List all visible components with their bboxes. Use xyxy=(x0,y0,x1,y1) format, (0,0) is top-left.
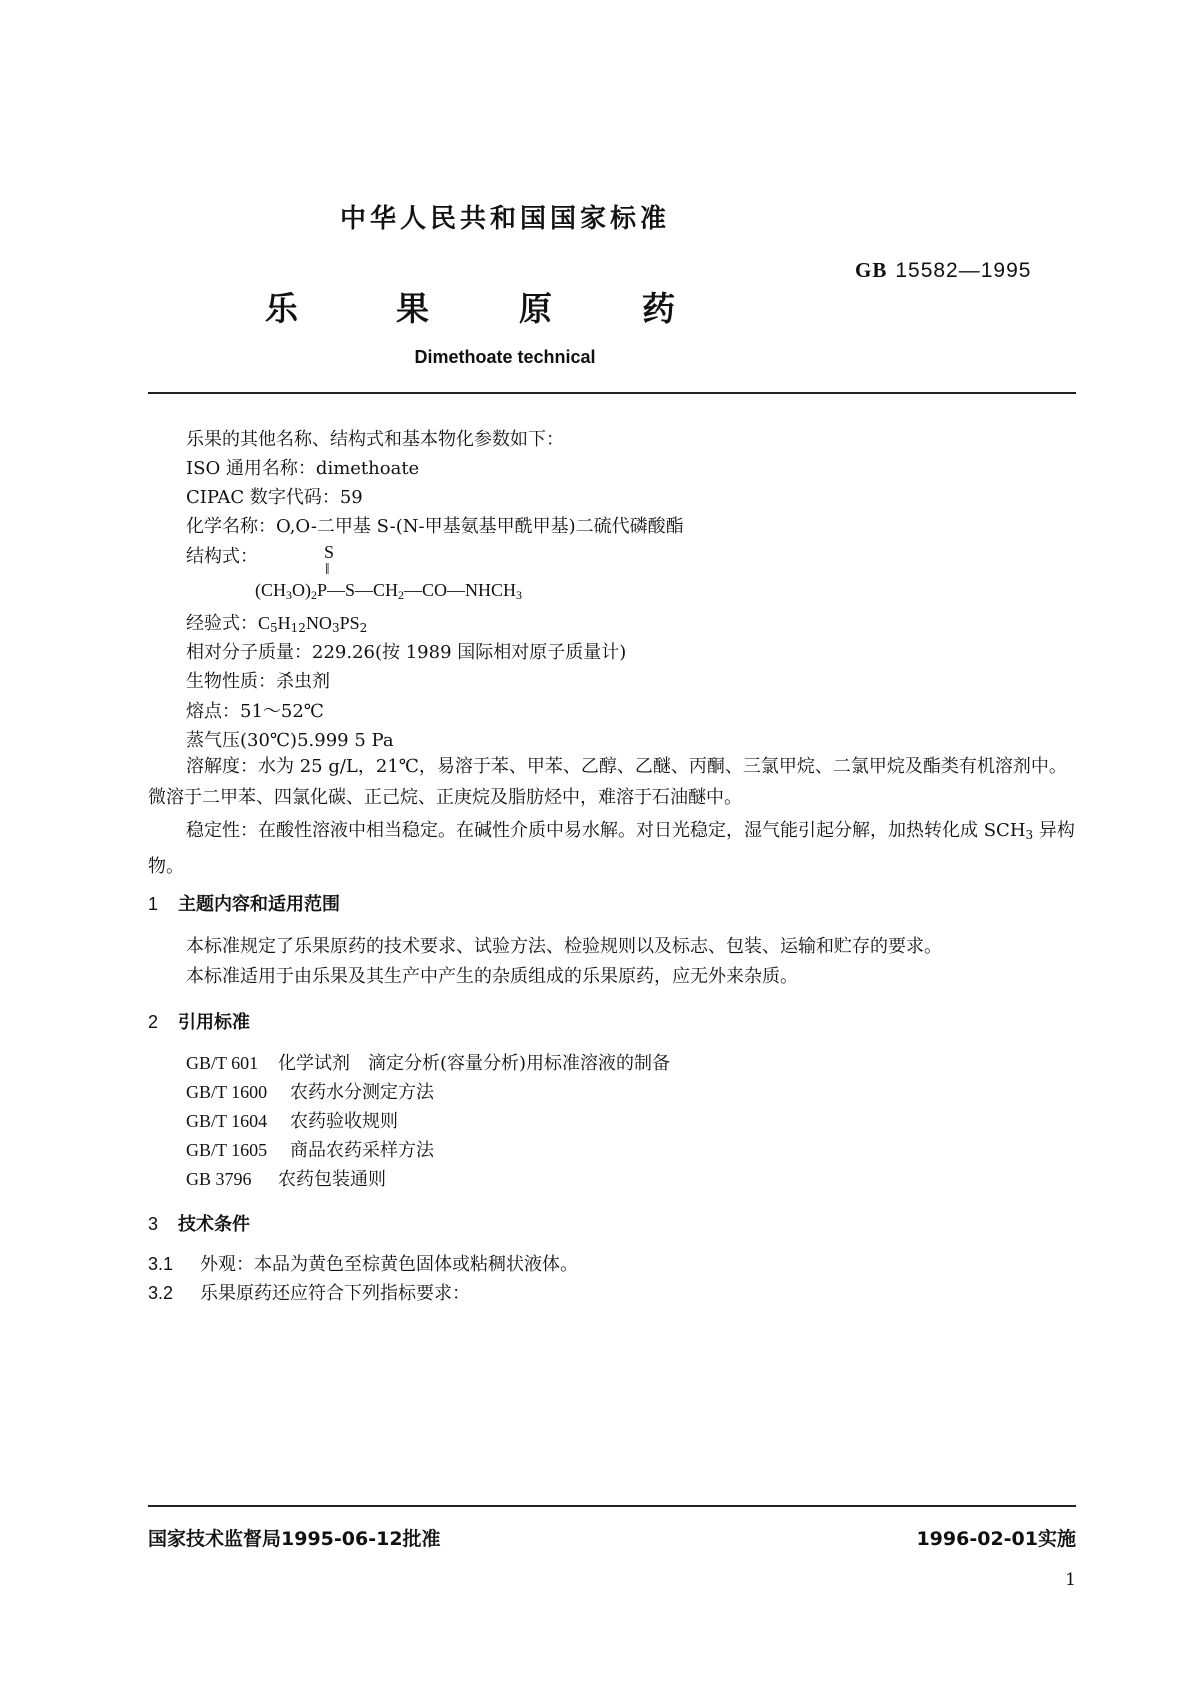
page-number: 1 xyxy=(1065,1570,1076,1590)
footer-divider xyxy=(148,1505,1076,1507)
empirical-formula: 经验式：$C_5H_{12}NO_3PS_2$ xyxy=(186,613,368,635)
biological-property: 生物性质：杀虫剂 xyxy=(186,671,330,692)
structure-top-atom: S xyxy=(324,542,335,562)
clause-3-1: 3.1 外观：本品为黄色至棕黄色固体或粘稠状液体。 xyxy=(148,1254,578,1275)
reference-item: GB/T 1605 商品农药采样方法 xyxy=(186,1140,434,1161)
standard-code-number: 15582—1995 xyxy=(895,259,1032,282)
main-title-char-1: 乐 xyxy=(265,289,298,328)
iso-name: ISO 通用名称：dimethoate xyxy=(186,458,420,479)
header-divider xyxy=(148,392,1076,394)
structure-double-bond: ‖ xyxy=(325,561,330,578)
stability: 稳定性：在酸性溶液中相当稳定。在碱性介质中易水解。对日光稳定，湿气能引起分解，加热转化成 $SCH_3$ 异构物。 xyxy=(148,820,1075,877)
standard-code xyxy=(855,258,1031,283)
section-1-paragraph-1: 本标准规定了乐果原药的技术要求、试验方法、检验规则以及标志、包装、运输和贮存的要求。 xyxy=(186,936,942,957)
chemical-name-label: 化学名称： xyxy=(186,516,276,537)
section-3-heading: 3 技术条件 xyxy=(148,1214,250,1235)
intro-lead: 乐果的其他名称、结构式和基本物化参数如下： xyxy=(186,429,564,450)
standard-title: 中华人民共和国国家标准 xyxy=(339,204,670,234)
section-1-paragraph-2: 本标准适用于由乐果及其生产中产生的杂质组成的乐果原药，应无外来杂质。 xyxy=(186,966,798,987)
standard-code-prefix: GB xyxy=(855,258,888,282)
approval-date: 国家技术监督局1995-06-12批准 xyxy=(148,1528,441,1550)
section-1-heading: 1 主题内容和适用范围 xyxy=(148,894,340,915)
reference-item: GB/T 601 化学试剂 滴定分析(容量分析)用标准溶液的制备 xyxy=(186,1053,671,1074)
main-title-char-2: 果 xyxy=(396,289,429,328)
chemical-name xyxy=(186,512,684,538)
empirical-label: 经验式： xyxy=(186,613,258,634)
section-2-heading: 2 引用标准 xyxy=(148,1012,250,1033)
chemical-name-value: O,O-二甲基 S-(N-甲基氨基甲酰甲基)二硫代磷酸酯 xyxy=(276,516,684,537)
structure-label: 结构式： xyxy=(186,546,258,567)
melting-point: 熔点：51～52℃ xyxy=(186,701,324,722)
clause-3-2: 3.2 乐果原药还应符合下列指标要求： xyxy=(148,1283,470,1304)
main-title-char-3: 原 xyxy=(519,289,552,328)
reference-item: GB/T 1604 农药验收规则 xyxy=(186,1111,398,1132)
structure-formula: $(CH_3O)_2P—S—CH_2—CO—NHCH_3$ xyxy=(255,580,523,602)
main-title-char-4: 药 xyxy=(642,289,675,328)
solubility: 溶解度：水为 25 g/L，21℃，易溶于苯、甲苯、乙醇、乙醚、丙酮、三氯甲烷、二氯甲烷及酯类有机溶剂中。微溶于二甲苯、四氯化碳、正己烷、正庚烷及脂肪烃中，难溶于石油醚中。 xyxy=(148,756,1067,808)
reference-item: GB/T 1600 农药水分测定方法 xyxy=(186,1082,434,1103)
vapor-pressure: 蒸气压(30℃)5.999 5 Pa xyxy=(186,730,394,751)
cipac-code: CIPAC 数字代码：59 xyxy=(186,487,363,508)
molecular-mass: 相对分子质量：229.26(按 1989 国际相对原子质量计) xyxy=(186,642,627,663)
implementation-date: 1996-02-01实施 xyxy=(916,1528,1076,1550)
english-title: Dimethoate technical xyxy=(414,347,596,367)
reference-item: GB 3796 农药包装通则 xyxy=(186,1169,386,1190)
